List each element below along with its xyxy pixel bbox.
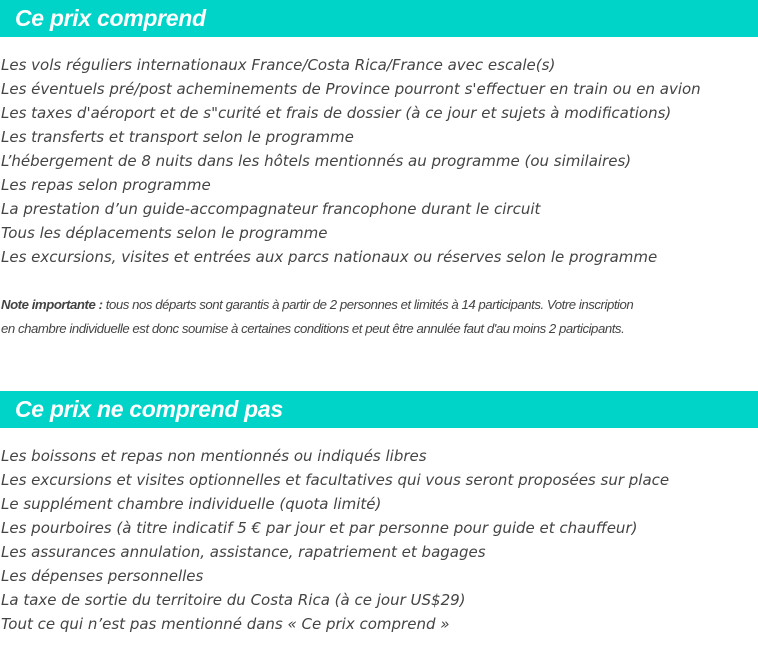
excluded-section-title: Ce prix ne comprend pas [15,396,283,422]
excluded-list [1,444,669,636]
important-note [1,293,758,341]
list-item: Le supplément chambre individuelle (quota limité) [1,495,382,513]
list-item: Les excursions, visites et entrées aux parcs nationaux ou réserves selon le programme [1,248,658,266]
included-list [1,53,701,269]
note-label: Note importante : [1,297,103,312]
list-item: Les boissons et repas non mentionnés ou indiqués libres [1,447,427,465]
list-item: Les repas selon programme [1,176,211,194]
list-item: La taxe de sortie du territoire du Costa Rica (à ce jour US$29) [1,591,466,609]
list-item: Les dépenses personnelles [1,567,204,585]
list-item: La prestation d’un guide-accompagnateur francophone durant le circuit [1,200,541,218]
list-item: Tout ce qui n’est pas mentionné dans « Ce prix comprend » [1,615,450,633]
list-item: Les pourboires (à titre indicatif 5 € par jour et par personne pour guide et chauffeur) [1,519,638,537]
note-text-1: tous nos départs sont garantis à partir de 2 personnes et limités à 14 participants. Votre inscription [102,297,634,312]
list-item: Tous les déplacements selon le programme [1,224,328,242]
list-item: Les éventuels pré/post acheminements de Province pourront s'effectuer en train ou en avion [1,80,701,98]
included-header-band [0,0,758,37]
note-text-2: en chambre individuelle est donc soumise à certaines conditions et peut être annulée faut d'au moins 2 participants. [1,321,625,336]
included-section-title: Ce prix comprend [15,5,206,31]
note-line-1 [1,293,758,317]
list-item: Les taxes d'aéroport et de s"curité et frais de dossier (à ce jour et sujets à modifications) [1,104,672,122]
list-item: Les transferts et transport selon le programme [1,128,354,146]
excluded-header-band [0,391,758,428]
list-item: Les excursions et visites optionnelles et facultatives qui vous seront proposées sur place [1,471,670,489]
list-item: L’hébergement de 8 nuits dans les hôtels mentionnés au programme (ou similaires) [1,152,632,170]
list-item: Les assurances annulation, assistance, rapatriement et bagages [1,543,486,561]
list-item: Les vols réguliers internationaux France/Costa Rica/France avec escale(s) [1,56,556,74]
